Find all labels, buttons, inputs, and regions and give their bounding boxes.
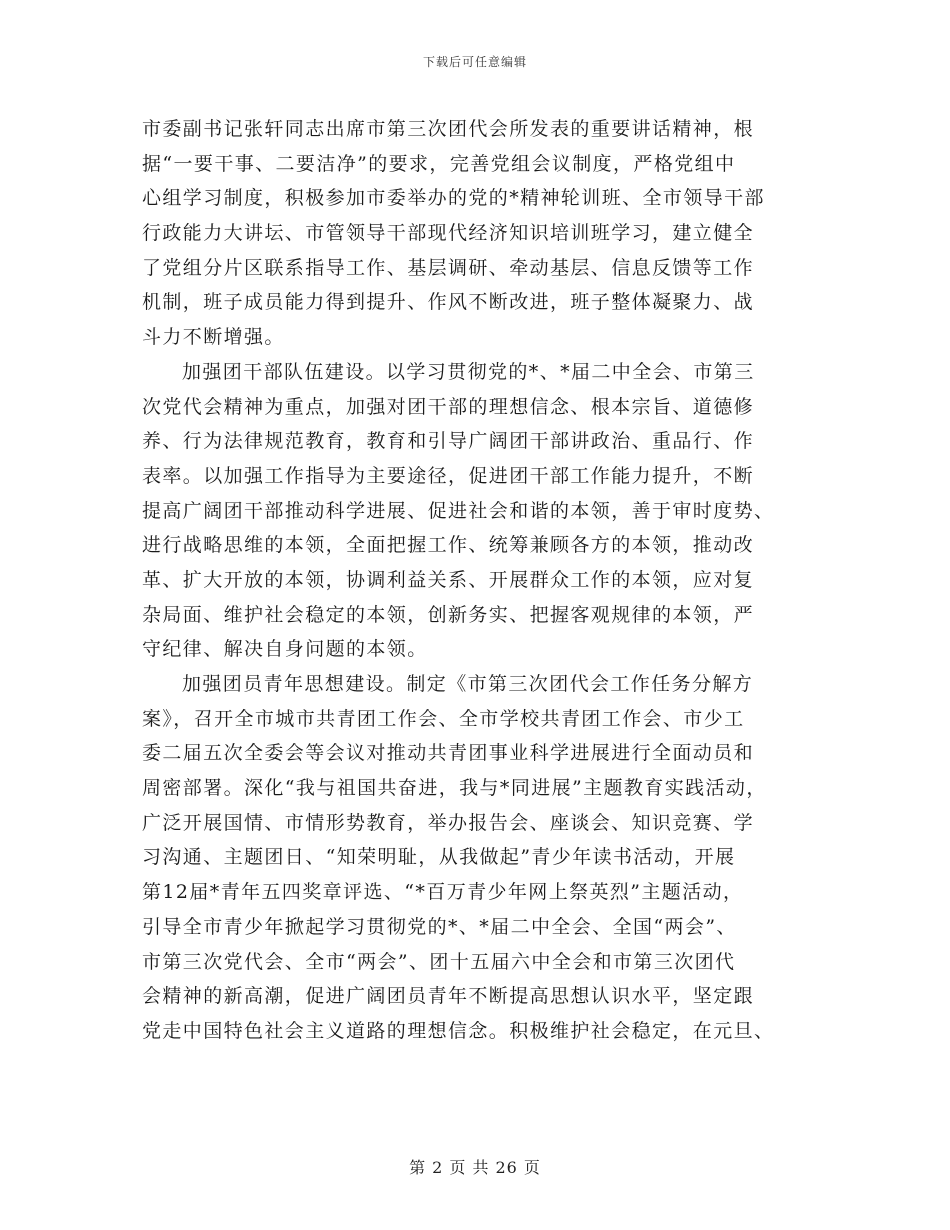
text-line: 会精神的新高潮，促进广阔团员青年不断提高思想认识水平，坚定跟 xyxy=(142,985,755,1008)
text-line: 委二届五次全委会等会议对推动共青团事业科学进展进行全面动员和 xyxy=(142,742,755,765)
paragraph-1 xyxy=(142,112,814,355)
text-line: 表率。以加强工作指导为主要途径，促进团干部工作能力提升，不断 xyxy=(142,464,755,487)
text-line: 周密部署。深化“我与祖国共奋进，我与*同进展”主题教育实践活动， xyxy=(142,777,767,800)
text-line: 行政能力大讲坛、市管领导干部现代经济知识培训班学习，建立健全 xyxy=(142,222,755,245)
text-line: 习沟通、主题团日、“知荣明耻，从我做起”青少年读书活动，开展 xyxy=(142,846,736,869)
page-number-footer xyxy=(0,1155,950,1178)
page-suffix: 页 xyxy=(523,1158,541,1177)
text-line: 市委副书记张轩同志出席市第三次团代会所发表的重要讲话精神，根 xyxy=(142,118,755,140)
text-line: 案》，召开全市城市共青团工作会、全市学校共青团工作会、市少工 xyxy=(142,707,745,730)
document-body xyxy=(142,112,814,1049)
text-line: 了党组分片区联系指导工作、基层调研、牵动基层、信息反馈等工作 xyxy=(142,256,755,279)
total-pages: 26 xyxy=(495,1158,518,1177)
page-number: 2 xyxy=(432,1158,444,1177)
text-line: 第12届*青年五四奖章评选、“*百万青少年网上祭英烈”主题活动， xyxy=(142,881,744,904)
text-line: 加强团员青年思想建设。制定《市第三次团代会工作任务分解方 xyxy=(182,673,754,695)
text-line: 进行战略思维的本领，全面把握工作、统筹兼顾各方的本领，推动改 xyxy=(142,534,755,557)
text-line: 革、扩大开放的本领，协调利益关系、开展群众工作的本领，应对复 xyxy=(142,568,755,591)
text-line: 杂局面、维护社会稳定的本领，创新务实、把握客观规律的本领，严 xyxy=(142,603,755,626)
text-line: 党走中国特色社会主义道路的理想信念。积极维护社会稳定，在元旦、 xyxy=(142,1019,775,1042)
text-line: 守纪律、解决自身问题的本领。 xyxy=(142,638,428,661)
text-line: 提高广阔团干部推动科学进展、促进社会和谐的本领，善于审时度势、 xyxy=(142,499,775,522)
paragraph-2 xyxy=(142,355,814,667)
text-line: 加强团干部队伍建设。以学习贯彻党的*、*届二中全会、市第三 xyxy=(182,360,755,383)
page-prefix: 第 xyxy=(409,1158,427,1177)
text-line: 广泛开展国情、市情形势教育，举办报告会、座谈会、知识竞赛、学 xyxy=(142,811,755,834)
text-line: 机制，班子成员能力得到提升、作风不断改进，班子整体凝聚力、战 xyxy=(142,291,755,314)
text-line: 引导全市青少年掀起学习贯彻党的*、*届二中全会、全国“两会”、 xyxy=(142,915,737,938)
page-middle: 页 共 xyxy=(449,1158,490,1177)
text-line: 次党代会精神为重点，加强对团干部的理想信念、根本宗旨、道德修 xyxy=(142,395,755,418)
text-line: 市第三次党代会、全市“两会”、团十五届六中全会和市第三次团代 xyxy=(142,950,736,973)
text-line: 心组学习制度，积极参加市委举办的党的*精神轮训班、全市领导干部 xyxy=(142,187,765,210)
text-line: 据“一要干事、二要洁净”的要求，完善党组会议制度，严格党组中 xyxy=(142,152,736,175)
text-line: 养、行为法律规范教育，教育和引导广阔团干部讲政治、重品行、作 xyxy=(142,430,755,453)
paragraph-3 xyxy=(142,667,814,1049)
header-note: 下载后可任意编辑 xyxy=(422,55,527,69)
text-line: 斗力不断增强。 xyxy=(142,326,285,349)
